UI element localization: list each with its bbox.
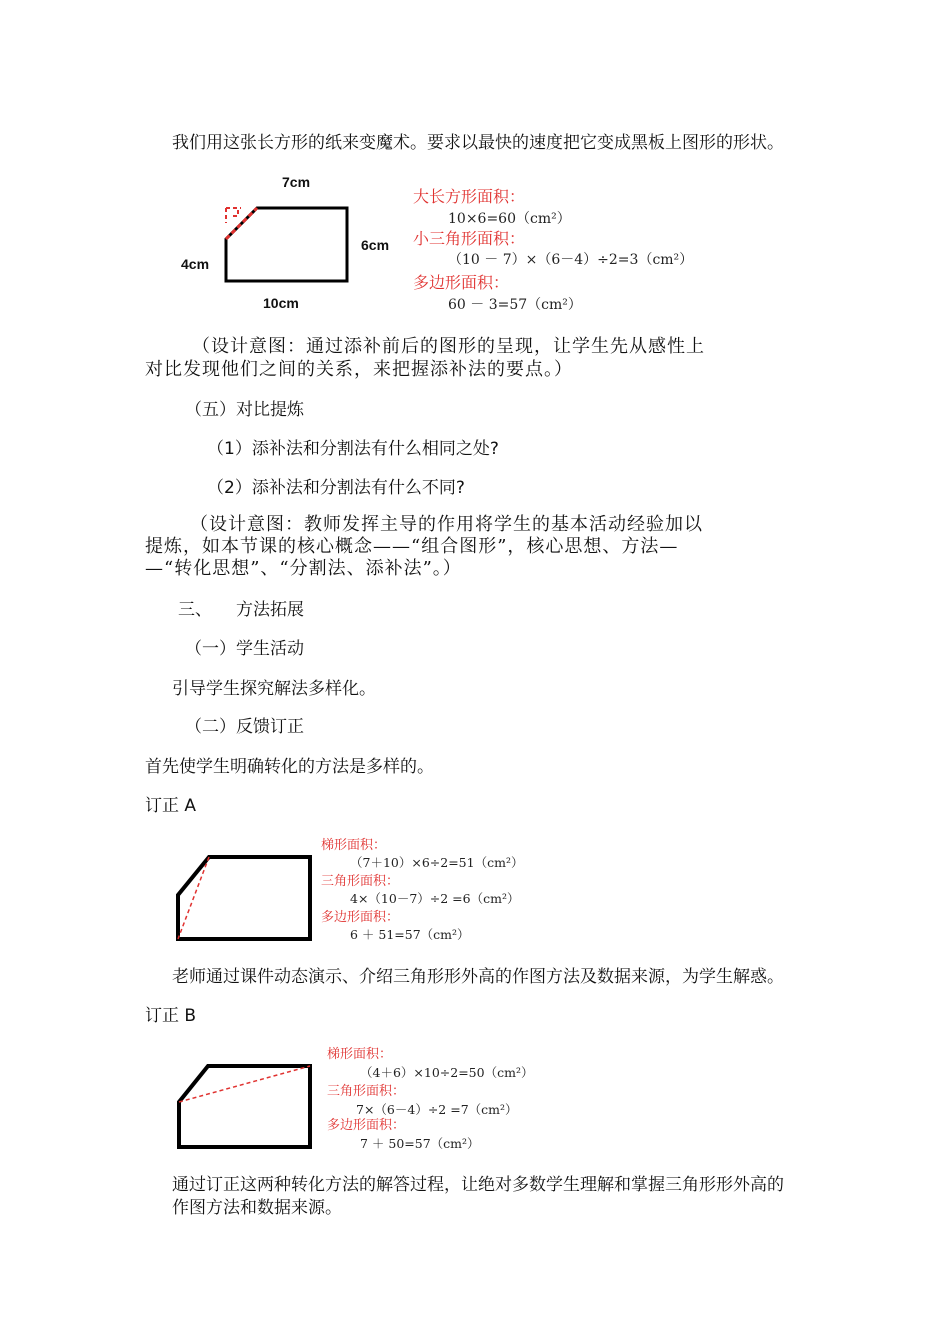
fixA-calc1-formula: （7＋10）×6÷2=51（cm²） [350, 855, 524, 870]
calc1-formula: 10×6=60（cm²） [448, 211, 571, 227]
design-note-2-line1: （设计意图：教师发挥主导的作用将学生的基本活动经验加以 [190, 514, 703, 535]
conclusion-line2: 作图方法和数据来源。 [172, 1198, 342, 1218]
fixA-calc3-formula: 6 ＋ 51=57（cm²） [350, 927, 470, 942]
figure-fixA [170, 828, 550, 948]
calc1-label: 大长方形面积： [413, 187, 526, 206]
part3-number: 三、 [178, 600, 212, 620]
fixB-calc1-formula: （4＋6）×10÷2=50（cm²） [360, 1065, 534, 1080]
fixA-title: 订正 A [145, 796, 197, 816]
calc2-label: 小三角形面积： [413, 229, 526, 248]
fixA-calc2-label: 三角形面积： [321, 874, 400, 889]
design-note-1-line2: 对比发现他们之间的关系，来把握添补法的要点。） [145, 359, 573, 380]
fixB-calc3-label: 多边形面积： [327, 1118, 406, 1133]
calc3-formula: 60 － 3=57（cm²） [448, 297, 582, 313]
calc3-label: 多边形面积： [413, 273, 510, 292]
part3-sub1: （一）学生活动 [185, 639, 304, 659]
fixB-calc2-formula: 7×（6－4）÷2 =7（cm²） [356, 1102, 518, 1117]
label-top: 7cm [282, 174, 311, 190]
polygon-diagram-B [170, 1038, 320, 1156]
polygon-diagram-1 [175, 170, 375, 310]
fixA-note: 老师通过课件动态演示、介绍三角形形外高的作图方法及数据来源，为学生解惑。 [172, 967, 784, 987]
label-right: 6cm [361, 237, 390, 253]
design-note-2-line2: 提炼，如本节课的核心概念——“组合图形”，核心思想、方法— [145, 536, 679, 557]
fixA-calc2-formula: 4×（10－7）÷2 =6（cm²） [350, 891, 520, 906]
conclusion-line1: 通过订正这两种转化方法的解答过程，让绝对多数学生理解和掌握三角形形外高的 [172, 1175, 784, 1195]
fixB-calc3-formula: 7 ＋ 50=57（cm²） [360, 1136, 480, 1151]
design-note-2-line3: —“转化思想”、“分割法、添补法”。） [145, 558, 462, 579]
section5-question-2: （2）添补法和分割法有什么不同? [207, 478, 465, 498]
part3-text1: 引导学生探究解法多样化。 [172, 679, 376, 699]
section5-question-1: （1）添补法和分割法有什么相同之处? [207, 439, 499, 459]
fixB-calc1-label: 梯形面积： [327, 1047, 393, 1062]
figure-fixB [170, 1038, 550, 1156]
label-left: 4cm [181, 256, 210, 272]
part3-sub2: （二）反馈订正 [185, 717, 304, 737]
polygon-diagram-A [170, 828, 320, 946]
part3-text2: 首先使学生明确转化的方法是多样的。 [145, 757, 434, 777]
fixA-calc3-label: 多边形面积： [321, 910, 400, 925]
label-bottom: 10cm [263, 295, 299, 311]
part3-title: 方法拓展 [236, 600, 304, 620]
figure-1 [175, 170, 694, 320]
calc2-formula: （10 － 7）×（6－4）÷2=3（cm²） [448, 252, 694, 268]
design-note-1-line1: （设计意图：通过添补前后的图形的呈现，让学生先从感性上 [192, 336, 705, 357]
fixB-calc2-label: 三角形面积： [327, 1084, 406, 1099]
fixA-calc1-label: 梯形面积： [321, 838, 387, 853]
fixB-title: 订正 B [145, 1006, 197, 1026]
intro-paragraph: 我们用这张长方形的纸来变魔术。要求以最快的速度把它变成黑板上图形的形状。 [172, 133, 784, 153]
section5-heading: （五）对比提炼 [185, 400, 304, 420]
